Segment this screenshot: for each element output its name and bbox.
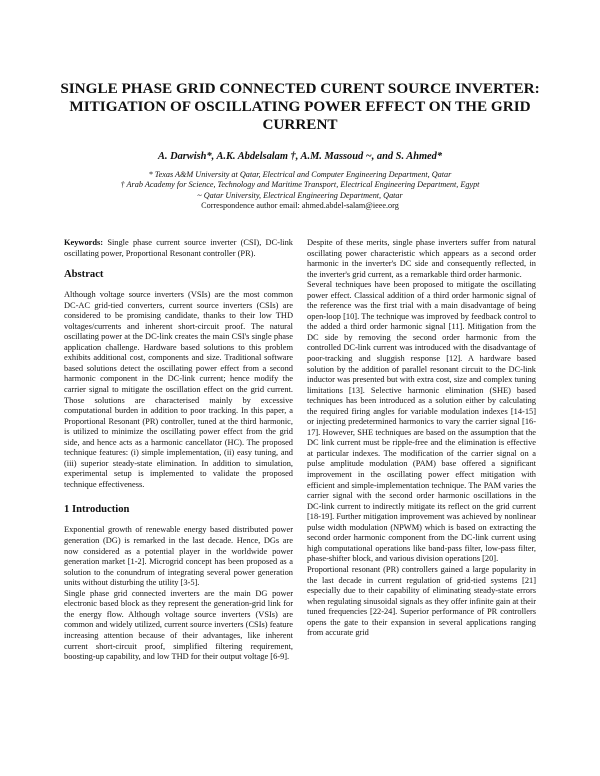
affiliation-2: † Arab Academy for Science, Technology and Maritime Transport, Electrical Engineering Department, Egypt [120, 180, 480, 190]
author-list: A. Darwish*, A.K. Abdelsalam †, A.M. Massoud ~, and S. Ahmed* [157, 151, 443, 162]
body-paragraph-3: Proportional resonant (PR) controllers gained a large popularity in the last decade in current regulation of grid-tied systems [21] especially due to their capability of eliminating steady-state errors when regulating sinusoidal signals as they offer infinite gain at their tuned frequencies [22-24]. Superior performance of PR controllers opens the gate to their expansion in several applications ranging from accurate grid [307, 564, 536, 638]
correspondence-email: Correspondence author email: ahmed.abdel-salam@ieee.org [201, 201, 399, 211]
keywords-text: Single phase current source inverter (CSI), DC-link oscillating power, Proportional Resonant controller (PR). [64, 238, 293, 258]
abstract-heading: Abstract [64, 269, 104, 281]
intro-paragraph-1: Exponential growth of renewable energy based distributed power generation (DG) is remarked in the last decade. Hence, DGs are now considered as a potential player in the worldwide power generation market [1-2]. Microgrid concept has been proposed as a solution to the conundrum of integrating several power generation units without disturbing the utility [3-5]. [64, 525, 293, 588]
affiliation-3: ~ Qatar University, Electrical Engineering Department, Qatar [197, 190, 403, 200]
introduction-heading: 1 Introduction [64, 504, 130, 516]
affiliation-1: * Texas A&M University at Qatar, Electrical and Computer Engineering Department, Qatar [148, 170, 452, 179]
body-paragraph-2: Several techniques have been proposed to mitigate the oscillating power effect. Classical addition of a third order harmonic signal of the reference was the first trial with a main disadvantage of being open-loop [10]. The technique was improved by feedback control to the added a third order harmonic signal [11]. Mitigation from the DC side by removing the second order harmonic from the controlled DC-link current was introduced with the disadvantage of poor-tracking and sluggish response [12]. A hardware based solution by the addition of parallel resonant circuit to the DC-link inductor was presented but with extra cost, size and complex tuning limitations [13]. Selective harmonic elimination (SHE) based techniques has been introduced as a solution either by calculating the required firing angles for variable modulation indexes [14-15] or injecting predetermined harmonics to vary the carrier signal [16-17]. However, SHE techniques are based on the assumption that the DC link current must be ripple-free and the elimination is effective at particular indexes. The modification of the carrier signal on a pulse amplitude modulation (PAM) base offered a significant improvement in the oscillating power effect mitigation with efficient and simple-implementation technique. The PAM varies the carrier signal with the second order harmonic oscillations in the DC-link current to indirectly mitigate its reflect on the grid current [18-19]. Further mitigation improvement was achieved by nonlinear pulse width modulation (NPWM) which is based on extracting the second order harmonic component from the DC-link current using high computational operations like band-pass filter, low-pass filter, phase-shifter block, and various division operations [20]. [307, 280, 536, 564]
left-column [64, 238, 293, 663]
body-paragraph-1: Despite of these merits, single phase inverters suffer from natural oscillating power characteristic which appears as a second order harmonic in the inverter's DC side and consequently reflected, in the inverter's grid current, as a remarkable third order harmonic. [307, 238, 536, 279]
paper-title: SINGLE PHASE GRID CONNECTED CURENT SOURCE INVERTER: MITIGATION OF OSCILLATING POWER EFFECT ON THE GRID CURRENT [60, 80, 540, 133]
keywords [64, 238, 293, 259]
keywords-label: Keywords: [64, 238, 104, 247]
abstract-text: Although voltage source inverters (VSIs) are the most common DC-AC grid-tied converters, current source inverters (CSIs) are considered to be promising candidate, thanks to their low THD voltages/currents and inherent short-circuit proof. The natural oscillating power at the DC-link creates the main CSI's single phase application challenge. Hardware based solutions to this problem exhibits additional cost, components and size. Traditional software based solutions detect the oscillating power effect from a second harmonic component in the DC-link current; hence modify the carrier signal to mitigate the oscillation effect on the grid current. Those solutions are characterised mainly by excessive computational burden in addition to poor tracking. In this paper, a Proportional Resonant (PR) controller, tuned at the third harmonic, is utilized to minimize the oscillating power effect from the grid side, and hence acts as a harmonic cancellator (HC). The proposed technique features: (i) simple implementation, (ii) easy tuning, and (iii) superior steady-state elimination. In addition to simulation, experimental setup is implemented to validate the proposed technique effectiveness. [64, 290, 293, 489]
intro-paragraph-2: Single phase grid connected inverters are the main DG power electronic based block as they represent the generation-grid link for the energy flow. Although voltage source inverters (VSIs) are common and widely utilized, current source inverters (CSIs) feature increasing attention because of their advantages, like inherent current short-circuit proof, simplified filtering requirement, boosting-up capability, and low THD for their output voltage [6-9]. [64, 588, 293, 662]
affiliations [40, 170, 560, 212]
right-column [307, 238, 536, 639]
